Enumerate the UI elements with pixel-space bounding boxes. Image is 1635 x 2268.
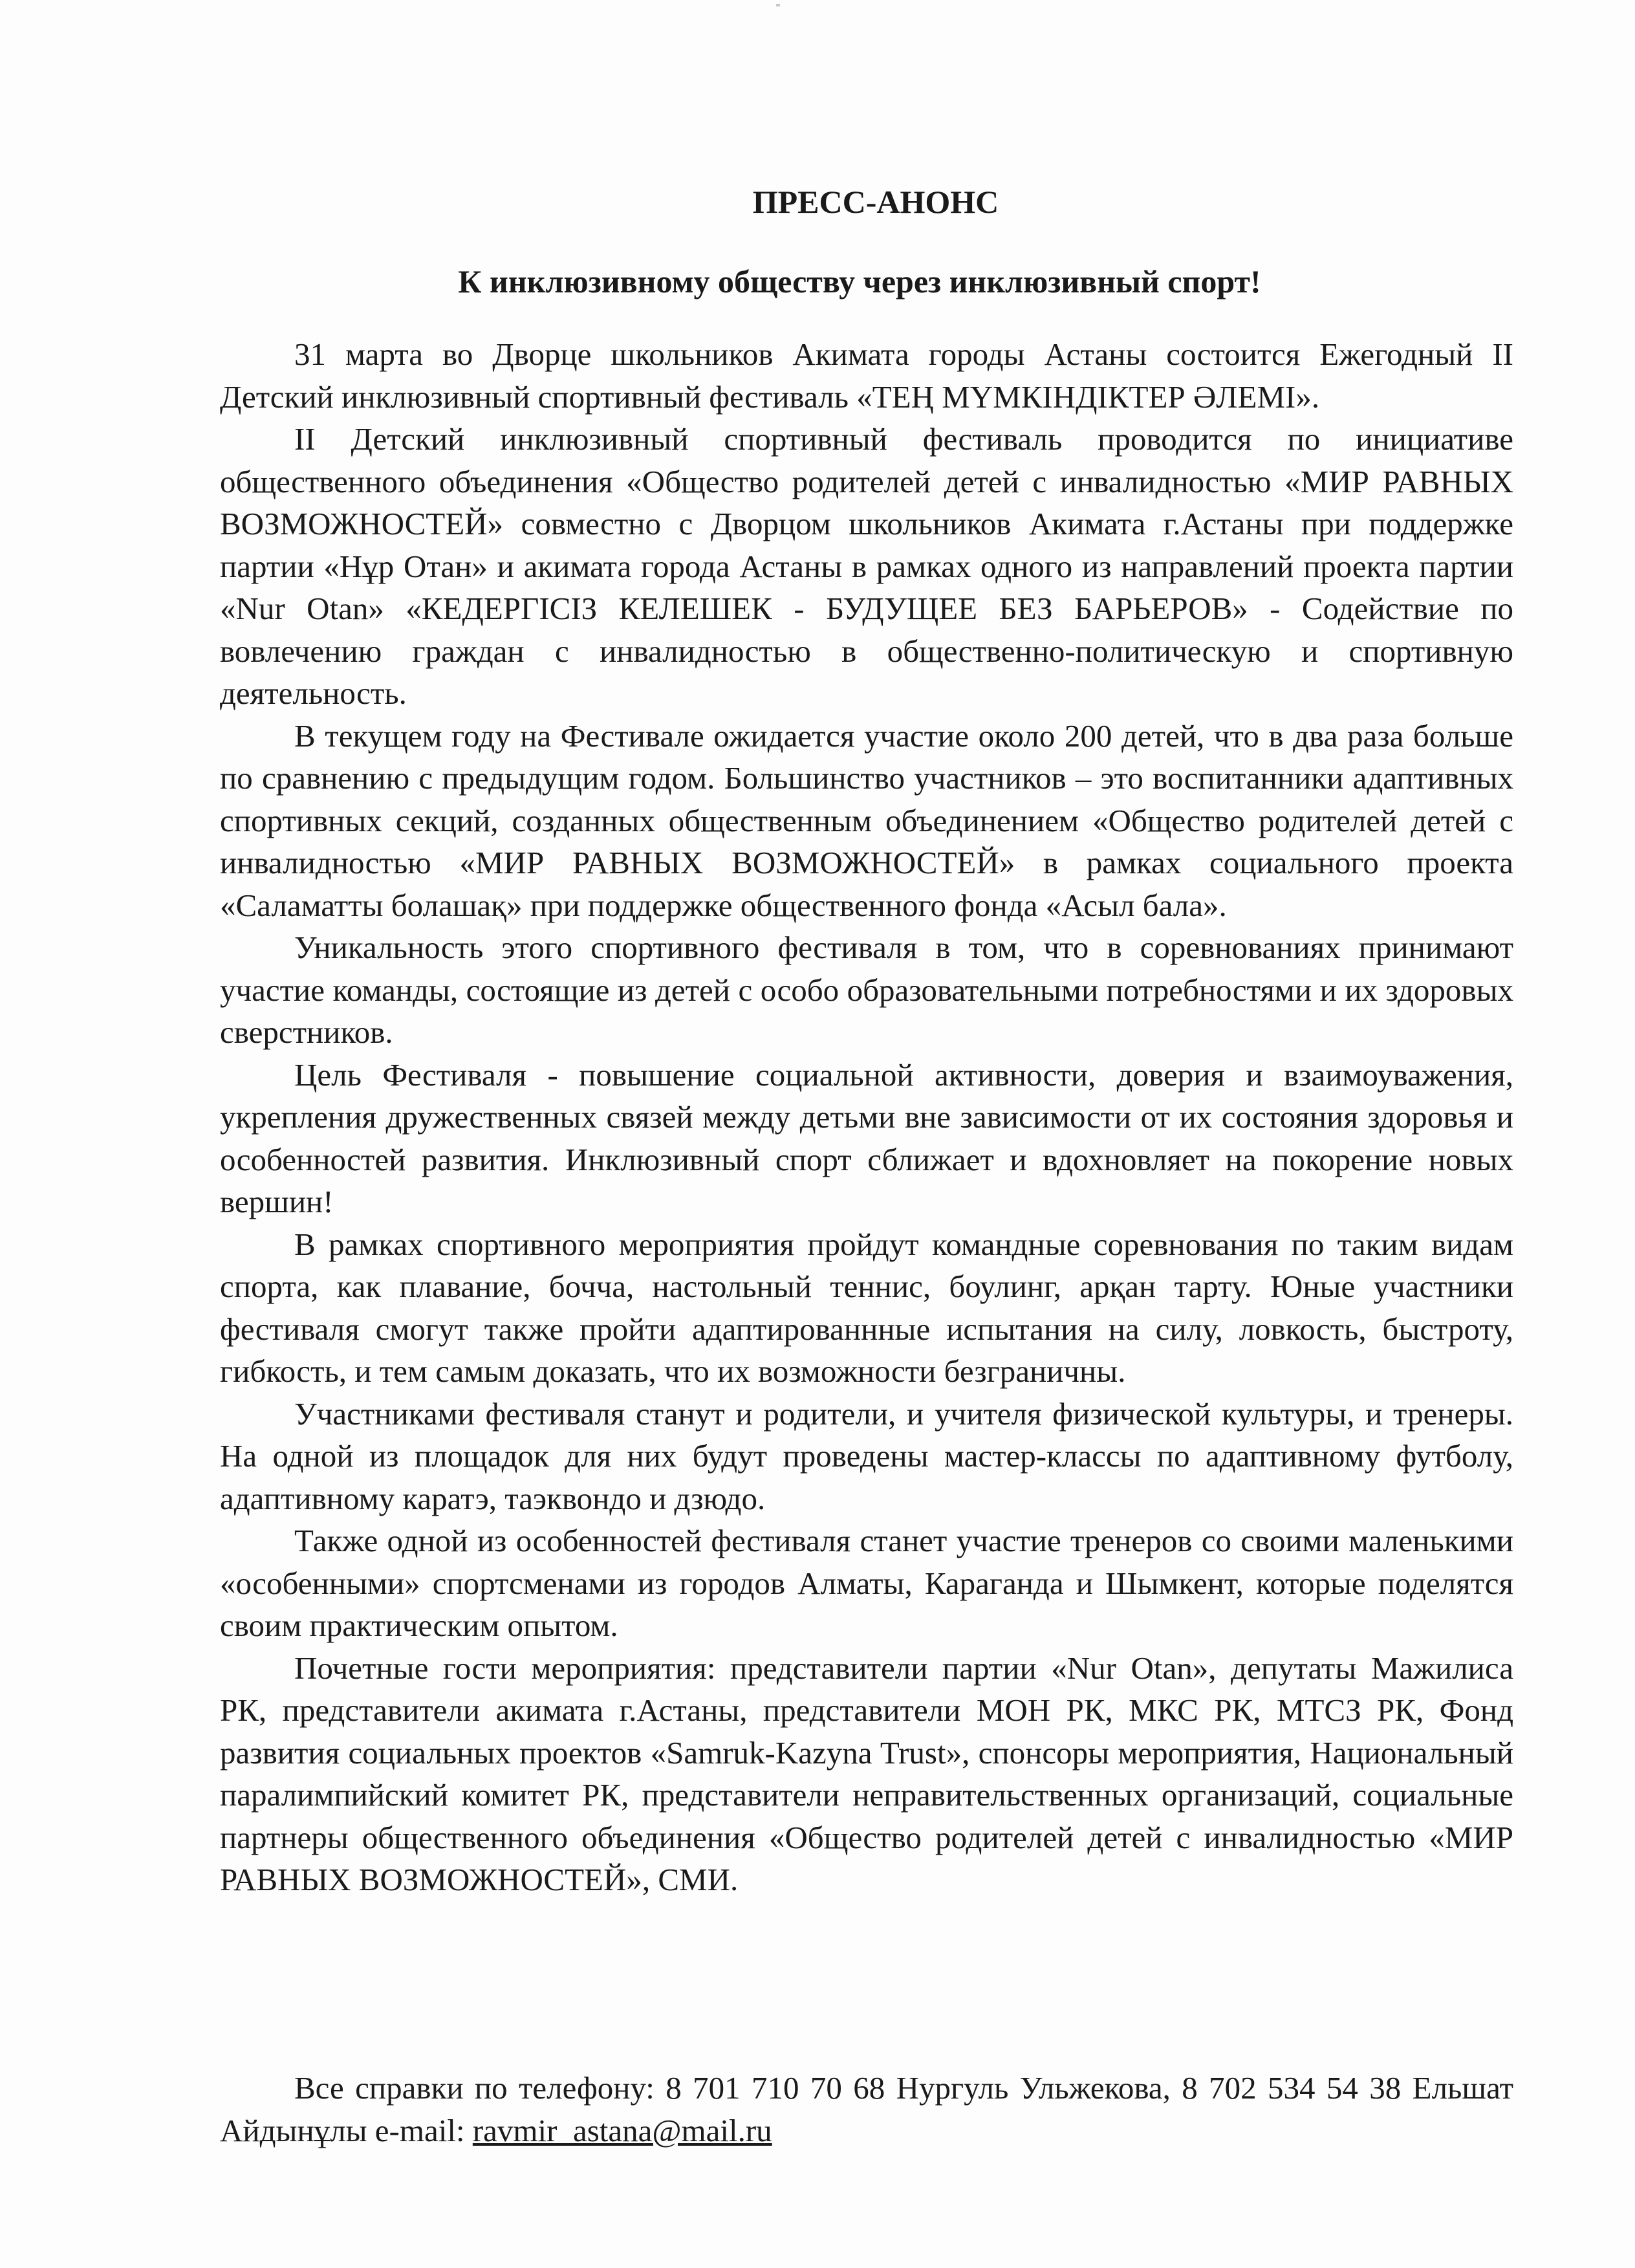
paragraph-guests: Почетные гости мероприятия: представители партии «Nur Otan», депутаты Мажилиса РК, представители акимата г.Астаны, представители МОН РК, МКС РК, МТСЗ РК, Фонд развития социальных проектов «Samruk-Kazyna Trust», спонсоры мероприятия, Национальный паралимпийский комитет РК, представители неправительственных организаций, социальные партнеры общественного объединения «Общество родителей детей с инвалидностью «МИР РАВНЫХ ВОЗМОЖНОСТЕЙ», СМИ. <box>220 1650 1513 1897</box>
paragraph-goal: Цель Фестиваля - повышение социальной активности, доверия и взаимоуважения, укрепления дружественных связей между детьми вне зависимости от их состояния здоровья и особенностей развития. Инклюзивный спорт сближает и вдохновляет на покорение новых вершин! <box>220 1056 1513 1219</box>
paragraph-competitions: В рамках спортивного мероприятия пройдут командные соревнования по таким видам спорта, как плавание, бочча, настольный теннис, боулинг, арқан тарту. Юные участники фестиваля смогут также пройти адаптированнные испытания на силу, ловкость, быстроту, гибкость, и тем самым доказать, что их возможности безграничны. <box>220 1226 1513 1389</box>
paragraph-organizers: II Детский инклюзивный спортивный фестиваль проводится по инициативе общественного объединения «Общество родителей детей с инвалидностью «МИР РАВНЫХ ВОЗМОЖНОСТЕЙ» совместно с Дворцом школьников Акимата г.Астаны при поддержке партии «Нұр Отан» и акимата города Астаны в рамках одного из направлений проекта партии «Nur Otan» «КЕДЕРГІСІЗ КЕЛЕШЕК - БУДУЩЕЕ БЕЗ БАРЬЕРОВ» - Содействие по вовлечению граждан с инвалидностью в общественно-политическую и спортивную деятельность. <box>220 421 1513 711</box>
contacts-text: Все справки по телефону: 8 701 710 70 68 Нургуль Ульжекова, 8 702 534 54 38 Ельшат Айдынұлы e-mail: <box>220 2070 1513 2148</box>
paragraph-uniqueness: Уникальность этого спортивного фестиваля в том, что в соревнованиях принимают участие команды, состоящие из детей с особо образовательными потребностями и их здоровых сверстников. <box>220 930 1513 1050</box>
contacts-paragraph <box>220 2067 1513 2152</box>
paragraph-announcement: 31 марта во Дворце школьников Акимата городы Астаны состоится Ежегодный II Детский инклюзивный спортивный фестиваль «ТЕҢ МҮМКІНДІКТЕР ӘЛЕМІ». <box>220 336 1513 415</box>
paragraph-masterclasses: Участниками фестиваля станут и родители, и учителя физической культуры, и тренеры. На одной из площадок для них будут проведены мастер-классы по адаптивному футболу, адаптивному каратэ, таэквондо и дзюдо. <box>220 1395 1513 1516</box>
paragraph-coaches: Также одной из особенностей фестиваля станет участие тренеров со своими маленькими «особенными» спортсменами из городов Алматы, Караганда и Шымкент, которые поделятся своим практическим опытом. <box>220 1523 1513 1643</box>
contacts-block <box>220 2067 1513 2152</box>
document-subtitle: К инклюзивному обществу через инклюзивный спорт! <box>458 263 1261 300</box>
document-title: ПРЕСС-АНОНС <box>752 184 999 220</box>
document-body <box>220 333 1513 1901</box>
email-link[interactable]: ravmir_astana@mail.ru <box>472 2112 772 2148</box>
paragraph-participants: В текущем году на Фестивале ожидается участие около 200 детей, что в два раза больше по сравнению с предыдущим годом. Большинство участников – это воспитанники адаптивных спортивных секций, созданных общественным объединением «Общество родителей детей с инвалидностью «МИР РАВНЫХ ВОЗМОЖНОСТЕЙ» в рамках социального проекта «Саламатты болашақ» при поддержке общественного фонда «Асыл бала». <box>220 717 1513 923</box>
scan-speck <box>776 4 780 6</box>
